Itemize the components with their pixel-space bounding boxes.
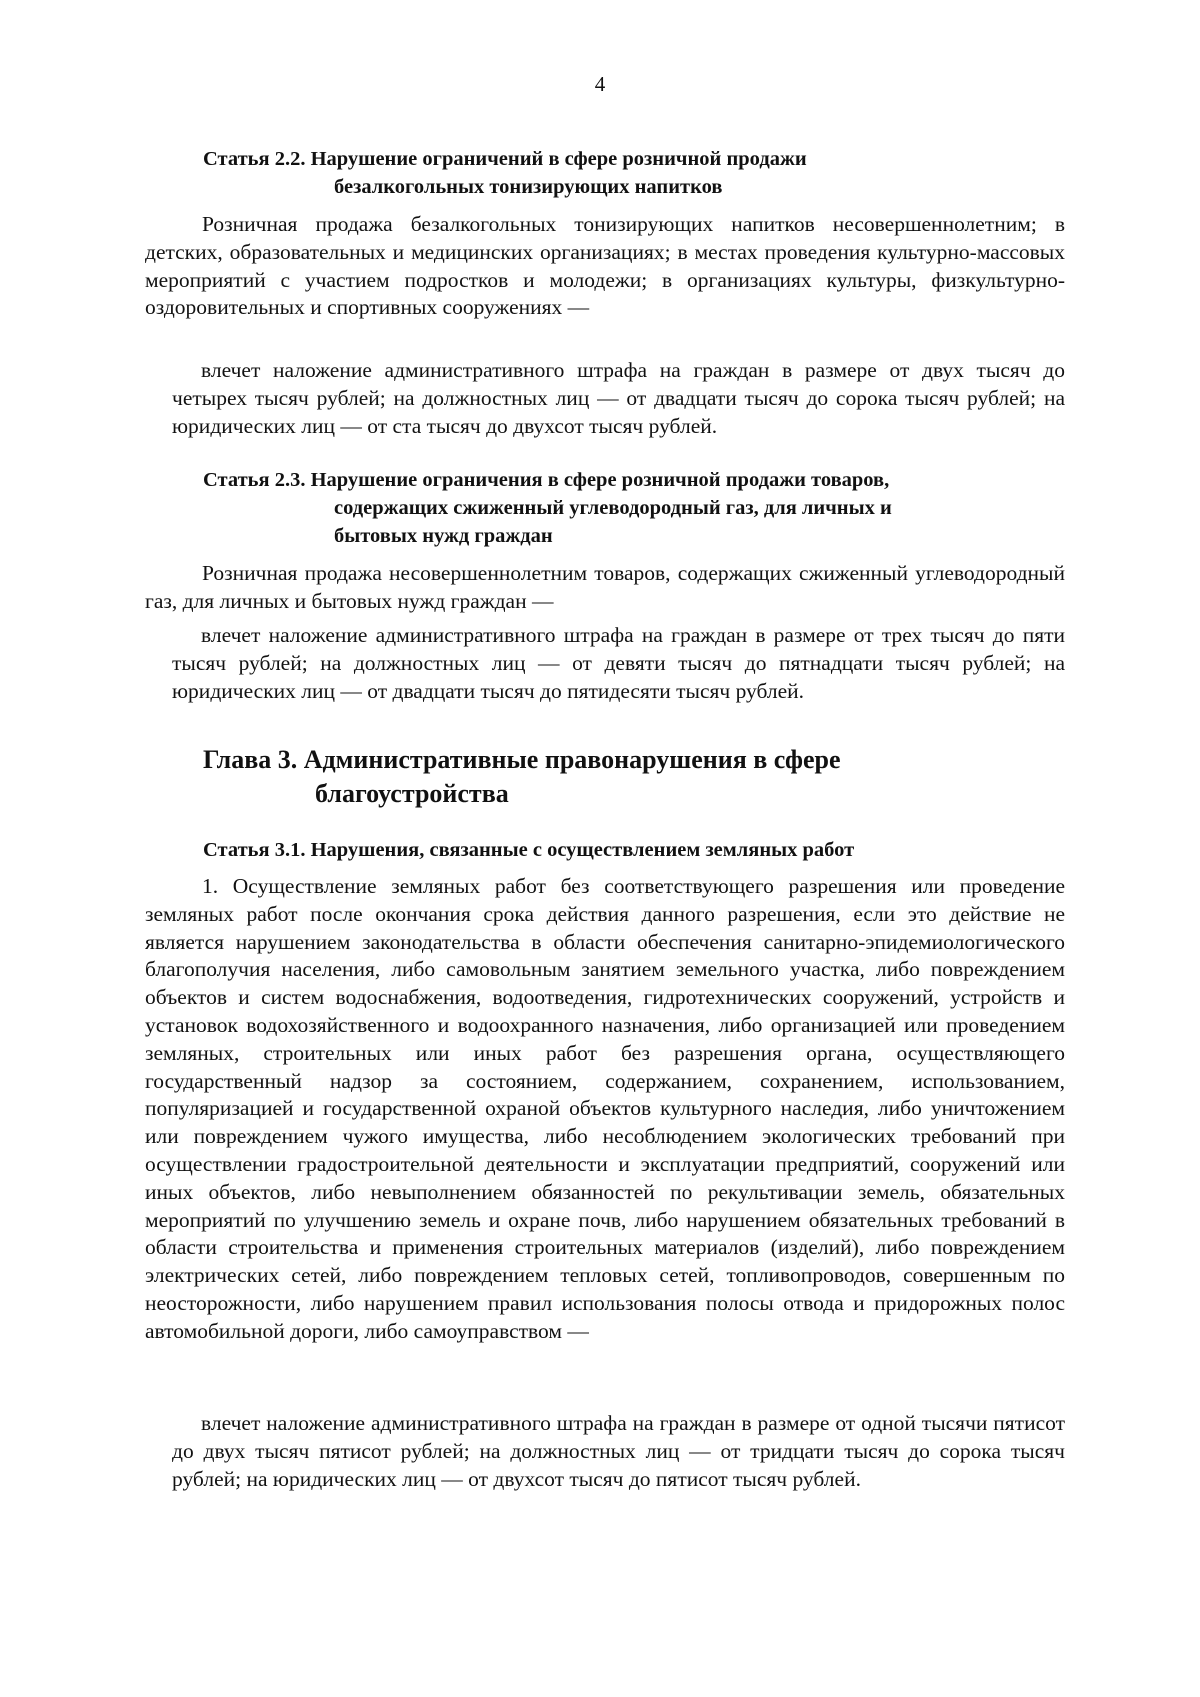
article-3-1-sanction: влечет наложение административного штрафа на граждан в размере от одной тысячи пятисот до двух тысяч пятисот рублей; на должностных лиц — от тридцати тысяч до сорока тысяч рублей; на юридических лиц — от двухсот тысяч до пятисот тысяч рублей. [172,1411,1065,1491]
page-number: 4 [594,72,606,96]
chapter-3-heading [203,743,1083,811]
article-2-3-heading-line1: Статья 2.3. Нарушение ограничения в сфере розничной продажи товаров, [203,469,890,491]
article-2-3-heading [203,466,1083,550]
article-3-1-heading-line1: Статья 3.1. Нарушения, связанные с осуществлением земляных работ [203,839,855,861]
article-3-1-disposition: 1. Осуществление земляных работ без соответствующего разрешения или проведение земляных работ после окончания срока действия данного разрешения, если это действие не является нарушением законодательства в области обеспечения санитарно-эпидемиологического благополучия населения, либо самовольным занятием земельного участка, либо повреждением объектов и систем водоснабжения, водоотведения, гидротехнических сооружений, устройств и установок водохозяйственного и водоохранного назначения, либо организацией или проведением земляных, строительных или иных работ без разрешения органа, осуществляющего государственный надзор за состоянием, содержанием, сохранением, использованием, популяризацией и государственной охраной объектов культурного наследия, либо уничтожением или повреждением чужого имущества, либо несоблюдением экологических требований при осуществлении градостроительной деятельности и эксплуатации предприятий, сооружений или иных объектов, либо невыполнением обязанностей по рекультивации земель, обязательных мероприятий по улучшению земель и охране почв, либо нарушением обязательных требований в области строительства и применения строительных материалов (изделий), либо повреждением электрических сетей, либо повреждением тепловых сетей, топливопроводов, совершенным по неосторожности, либо нарушением правил использования полосы отвода и придорожных полос автомобильной дороги, либо самоуправством — [145,874,1065,1343]
article-2-3-heading-line3: бытовых нужд граждан [334,525,553,547]
article-2-2-sanction: влечет наложение административного штрафа на граждан в размере от двух тысяч до четырех тысяч рублей; на должностных лиц — от двадцати тысяч до сорока тысяч рублей; на юридических лиц — от ста тысяч до двухсот тысяч рублей. [172,358,1065,438]
article-2-2-heading-line2: безалкогольных тонизирующих напитков [334,176,723,198]
article-2-2-disposition: Розничная продажа безалкогольных тонизирующих напитков несовершеннолетним; в детских, образовательных и медицинских организациях; в местах проведения культурно-массовых мероприятий с участием подростков и молодежи; в организациях культуры, физкультурно-оздоровительных и спортивных сооружениях — [145,212,1065,320]
article-2-3-heading-line2: содержащих сжиженный углеводородный газ, для личных и [334,497,892,519]
chapter-3-heading-line1: Глава 3. Административные правонарушения в сфере [203,745,841,774]
article-3-1-heading [203,836,1083,864]
chapter-3-heading-line2: благоустройства [315,779,509,808]
article-2-3-disposition: Розничная продажа несовершеннолетним товаров, содержащих сжиженный углеводородный газ, для личных и бытовых нужд граждан — [145,561,1065,613]
article-2-2-heading-line1: Статья 2.2. Нарушение ограничений в сфере розничной продажи [203,148,807,170]
article-2-2-heading [203,145,1083,201]
article-2-3-sanction: влечет наложение административного штрафа на граждан в размере от трех тысяч до пяти тысяч рублей; на должностных лиц — от девяти тысяч до пятнадцати тысяч рублей; на юридических лиц — от двадцати тысяч до пятидесяти тысяч рублей. [172,623,1065,703]
